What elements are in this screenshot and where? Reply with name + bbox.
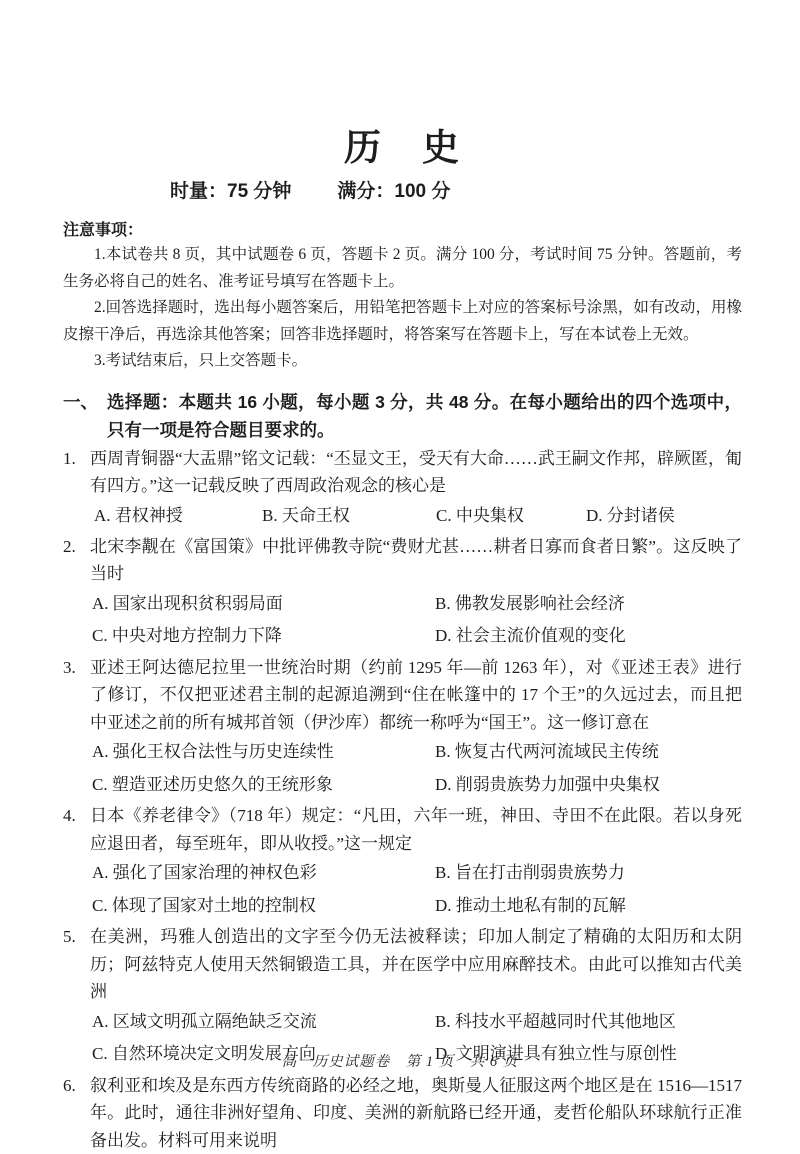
question-3-options [90, 736, 742, 801]
exam-full-score: 满分：100 分 [337, 180, 450, 204]
question-1-option-b: B. 天命王权 [262, 500, 436, 532]
notice-item-1: 1.本试卷共 8 页，其中试题卷 6 页，答题卡 2 页。满分 100 分，考试时间 75 分钟。答题前，考生务必将自己的姓名、准考证号填写在答题卡上。 [63, 242, 742, 295]
question-5-option-b: B. 科技水平超越同时代其他地区 [435, 1006, 742, 1039]
question-3-option-b: B. 恢复古代两河流域民主传统 [435, 736, 742, 769]
question-5-option-a: A. 区域文明孤立隔绝缺乏交流 [92, 1006, 435, 1039]
question-3-number: 3. [63, 654, 90, 802]
question-4-option-d: D. 推动土地私有制的瓦解 [435, 890, 742, 923]
page-footer: 高一历史试题卷 第 1 页 共 6 页 [0, 1050, 800, 1071]
section-number: 一、 [63, 388, 107, 444]
question-1-options [90, 500, 742, 532]
question-4-option-b: B. 旨在打击削弱贵族势力 [435, 857, 742, 890]
question-2-option-a: A. 国家出现积贫积弱局面 [92, 588, 435, 621]
question-5-option-d: D. 文明演进具有独立性与原创性 [435, 1038, 742, 1071]
page-title: 历 史 [63, 128, 742, 168]
notice-heading: 注意事项： [63, 220, 742, 242]
notice-item-3: 3.考试结束后，只上交答题卡。 [63, 348, 742, 375]
question-2-stem: 北宋李觏在《富国策》中批评佛教寺院“费财尤甚……耕者日寡而食者日繁”。这反映了当时 [90, 533, 742, 588]
exam-duration: 时量：75 分钟 [170, 180, 291, 204]
question-1-option-c: C. 中央集权 [436, 500, 586, 532]
question-3-stem: 亚述王阿达德尼拉里一世统治时期（约前 1295 年—前 1263 年），对《亚述王表》进行了修订，不仅把亚述君主制的起源追溯到“住在帐篷中的 17 个王”的久远过去，而且把中亚述之前的所有城邦首领（伊沙库）都统一称呼为“国王”。这一修订意在 [90, 654, 742, 737]
question-5-stem: 在美洲，玛雅人创造出的文字至今仍无法被释读；印加人制定了精确的太阳历和太阴历；阿兹特克人使用天然铜锻造工具，并在医学中应用麻醉技术。由此可以推知古代美洲 [90, 923, 742, 1006]
question-1 [63, 445, 742, 532]
question-4 [63, 802, 742, 922]
question-2-options [90, 588, 742, 653]
question-3 [63, 654, 742, 802]
question-1-option-d: D. 分封诸侯 [586, 500, 742, 532]
question-6-number: 6. [63, 1072, 90, 1154]
question-4-options [90, 857, 742, 922]
question-4-option-a: A. 强化了国家治理的神权色彩 [92, 857, 435, 890]
question-4-stem: 日本《养老律令》（718 年）规定：“凡田，六年一班，神田、寺田不在此限。若以身死应退田者，每至班年，即从收授。”这一规定 [90, 802, 742, 857]
notice-block [63, 220, 742, 375]
question-1-option-a: A. 君权神授 [94, 500, 262, 532]
question-3-option-c: C. 塑造亚述历史悠久的王统形象 [92, 769, 435, 802]
question-5-number: 5. [63, 923, 90, 1071]
question-6-stem: 叙利亚和埃及是东西方传统商路的必经之地，奥斯曼人征服这两个地区是在 1516—1517 年。此时，通往非洲好望角、印度、美洲的新航路已经开通，麦哲伦船队环球航行正准备出发。材料可用来说明 [90, 1072, 742, 1154]
question-1-stem: 西周青铜器“大盂鼎”铭文记载：“丕显文王，受天有大命……武王嗣文作邦，辟厥匿，匍有四方。”这一记载反映了西周政治观念的核心是 [90, 445, 742, 500]
question-5 [63, 923, 742, 1071]
section-text: 选择题：本题共 16 小题，每小题 3 分，共 48 分。在每小题给出的四个选项中，只有一项是符合题目要求的。 [107, 388, 742, 444]
section-heading [63, 388, 742, 444]
question-2-option-c: C. 中央对地方控制力下降 [92, 620, 435, 653]
question-6 [63, 1072, 742, 1154]
question-1-number: 1. [63, 445, 90, 532]
question-4-number: 4. [63, 802, 90, 922]
question-3-option-d: D. 削弱贵族势力加强中央集权 [435, 769, 742, 802]
question-2-option-b: B. 佛教发展影响社会经济 [435, 588, 742, 621]
question-2-number: 2. [63, 533, 90, 653]
question-2 [63, 533, 742, 653]
question-2-option-d: D. 社会主流价值观的变化 [435, 620, 742, 653]
question-3-option-a: A. 强化王权合法性与历史连续性 [92, 736, 435, 769]
exam-meta [63, 180, 742, 204]
question-5-option-c: C. 自然环境决定文明发展方向 [92, 1038, 435, 1071]
notice-item-2: 2.回答选择题时，选出每小题答案后，用铅笔把答题卡上对应的答案标号涂黑，如有改动，用橡皮擦干净后，再选涂其他答案；回答非选择题时，将答案写在答题卡上，写在本试卷上无效。 [63, 295, 742, 348]
question-4-option-c: C. 体现了国家对土地的控制权 [92, 890, 435, 923]
